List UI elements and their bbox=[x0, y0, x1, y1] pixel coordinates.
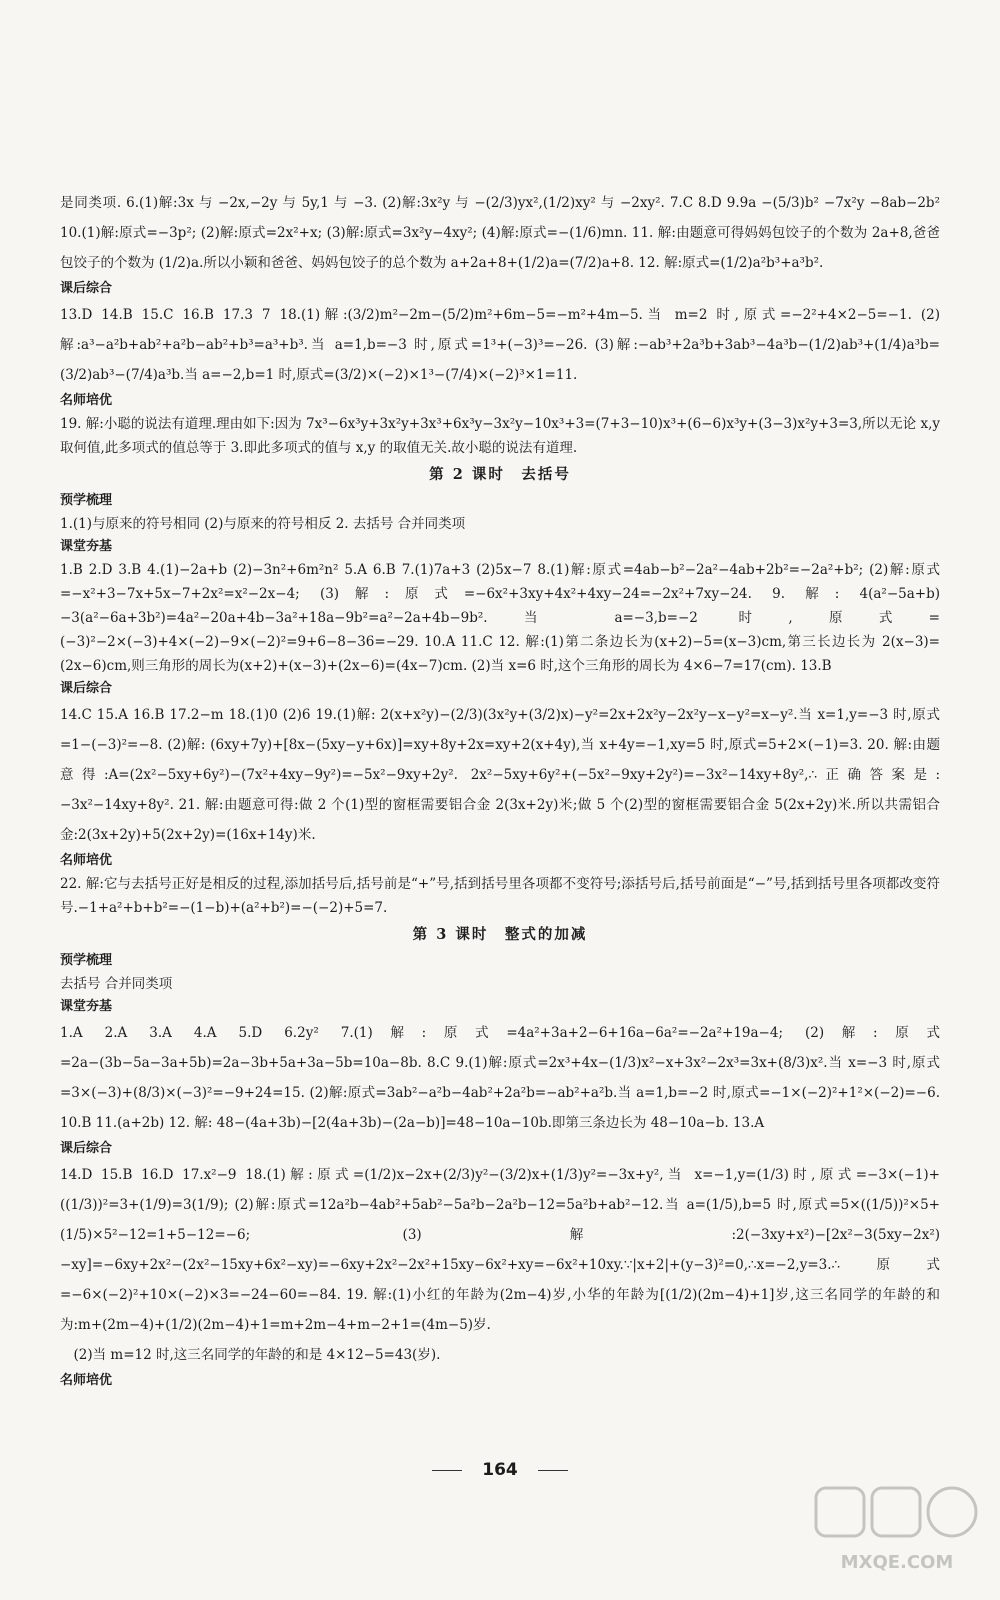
section-heading: 名师培优 bbox=[60, 853, 113, 868]
answer-paragraph: 1.(1)与原来的符号相同 (2)与原来的符号相反 2. 去括号 合并同类项 bbox=[60, 516, 466, 532]
block bbox=[60, 996, 940, 1018]
section-heading: 课后综合 bbox=[60, 281, 113, 296]
block bbox=[60, 536, 940, 558]
block bbox=[60, 490, 940, 512]
block bbox=[60, 300, 940, 390]
block bbox=[60, 950, 940, 972]
block bbox=[60, 678, 940, 700]
answer-paragraph: 14.D 15.B 16.D 17.x²−9 18.(1)解:原式=(1/2)x−2x+(2/3)y²−(3/2)x+(1/3)y²=−3x+y²,当 x=−1,y=(1/3)时,原式=−3×(−1)+((1/3))²=3+(1/9)=3(1/9); (2)解:原式=12a²b−4ab²+5ab²−5a²b−2a²b−12=5a²b+ab²−12.当 a=(1/5),b=5 时,原式=5×((1/5))²×5+(1/5)×5²−12=1+5−12=−6; (3)解:2(−3xy+x²)−[2x²−3(5xy−2x²)−xy]=−6xy+2x²−(2x²−15xy+6x²−xy)=−6xy+2x²−2x²+15xy−6x²+xy=−6x²+10xy.∵|x+2|+(y−3)²=0,∴x=−2,y=3.∴原式=−6×(−2)²+10×(−2)×3=−24−60=−84. 19. 解:(1)小红的年龄为(2m−4)岁,小华的年龄为[(1/2)(2m−4)+1]岁,这三名同学的年龄的和为:m+(2m−4)+(1/2)(2m−4)+1=m+2m−4+m−2+1=(4m−5)岁. bbox=[60, 1167, 940, 1333]
block bbox=[60, 920, 940, 950]
section-heading: 名师培优 bbox=[60, 393, 113, 408]
answer-paragraph: (2)当 m=12 时,这三名同学的年龄的和是 4×12−5=43(岁). bbox=[60, 1347, 441, 1363]
block bbox=[60, 558, 940, 678]
block bbox=[60, 460, 940, 490]
page-number: 164 bbox=[482, 1460, 518, 1480]
watermark-text: MXQE.COM bbox=[840, 1552, 954, 1573]
answer-paragraph: 22. 解:它与去括号正好是相反的过程,添加括号后,括号前是“+”号,括到括号里各项都不变符号;添括号后,括号前面是“−”号,括到括号里各项都改变符号.−1+a²+b+b²=−(1−b)+(a²+b²)=−(−2)+5=7. bbox=[60, 876, 940, 916]
section-heading: 课后综合 bbox=[60, 681, 113, 696]
block bbox=[60, 1160, 940, 1340]
answer-paragraph: 是同类项. 6.(1)解:3x 与 −2x,−2y 与 5y,1 与 −3. (2)解:3x²y 与 −(2/3)yx²,(1/2)xy² 与 −2xy². 7.C 8.D 9.9a −(5/3)b² −7x²y −8ab−2b² 10.(1)解:原式=−3p²; (2)解:原式=2x²+x; (3)解:原式=3x²y−4xy²; (4)解:原式=−(1/6)mn. 11. 解:由题意可得妈妈包饺子的个数为 2a+8,爸爸包饺子的个数为 (1/2)a.所以小颖和爸爸、妈妈包饺子的总个数为 a+2a+8+(1/2)a=(7/2)a+8. 12. 解:原式=(1/2)a²b³+a³b². bbox=[60, 195, 940, 271]
block bbox=[60, 390, 940, 412]
block bbox=[60, 278, 940, 300]
answer-paragraph: 19. 解:小聪的说法有道理.理由如下:因为 7x³−6x³y+3x²y+3x³+6x³y−3x²y−10x³+3=(7+3−10)x³+(6−6)x³y+(3−3)x²y+3=3,所以无论 x,y 取何值,此多项式的值总等于 3.即此多项式的值与 x,y 的取值无关.故小聪的说法有道理. bbox=[60, 416, 940, 456]
answer-paragraph: 1.A 2.A 3.A 4.A 5.D 6.2y² 7.(1)解:原式=4a²+3a+2−6+16a−6a²=−2a²+19a−4; (2)解:原式=2a−(3b−5a−3a+5b)=2a−3b+5a+3a−5b=10a−8b. 8.C 9.(1)解:原式=2x³+4x−(1/3)x²−x+3x²−2x³=3x+(8/3)x².当 x=−3 时,原式=3×(−3)+(8/3)×(−3)²=−9+24=15. (2)解:原式=3ab²−a²b−4ab²+2a²b=−ab²+a²b.当 a=1,b=−2 时,原式=−1×(−2)²+1²×(−2)=−6. 10.B 11.(a+2b) 12. 解: 48−(4a+3b)−[2(4a+3b)−(2a−b)]=48−10a−10b.即第三条边长为 48−10a−b. 13.A bbox=[60, 1025, 940, 1131]
block bbox=[60, 1138, 940, 1160]
watermark-logo bbox=[812, 1482, 982, 1578]
section-heading: 课堂夯基 bbox=[60, 999, 113, 1014]
block bbox=[60, 1370, 940, 1392]
lesson-title: 第 3 课时 整式的加减 bbox=[412, 926, 588, 943]
block bbox=[60, 700, 940, 850]
block bbox=[60, 872, 940, 920]
answer-page-body bbox=[60, 188, 940, 1392]
block bbox=[60, 512, 940, 536]
answer-paragraph: 14.C 15.A 16.B 17.2−m 18.(1)0 (2)6 19.(1)解: 2(x+x²y)−(2/3)(3x²y+(3/2)x)−y²=2x+2x²y−2x²y−x−y²=x−y².当 x=1,y=−3 时,原式=1−(−3)²=−8. (2)解: (6xy+7y)+[8x−(5xy−y+6x)]=xy+8y+2x=xy+2(x+4y),当 x+4y=−1,xy=5 时,原式=5+2×(−1)=3. 20. 解:由题意得:A=(2x²−5xy+6y²)−(7x²+4xy−9y²)=−5x²−9xy+2y². 2x²−5xy+6y²+(−5x²−9xy+2y²)=−3x²−14xy+8y²,∴正确答案是:−3x²−14xy+8y². 21. 解:由题意可得:做 2 个(1)型的窗框需要铝合金 2(3x+2y)米;做 5 个(2)型的窗框需要铝合金 5(2x+2y)米.所以共需铝合金:2(3x+2y)+5(2x+2y)=(16x+14y)米. bbox=[60, 707, 940, 843]
lesson-title: 第 2 课时 去括号 bbox=[429, 466, 571, 483]
block bbox=[60, 850, 940, 872]
answer-paragraph: 去括号 合并同类项 bbox=[60, 976, 173, 992]
block bbox=[60, 972, 940, 996]
page-footer bbox=[0, 1460, 1000, 1480]
answer-paragraph: 13.D 14.B 15.C 16.B 17.3 7 18.(1)解:(3/2)m²−2m−(5/2)m²+6m−5=−m²+4m−5.当 m=2 时,原式=−2²+4×2−5=−1. (2)解:a³−a²b+ab²+a²b−ab²+b³=a³+b³.当 a=1,b=−3 时,原式=1³+(−3)³=−26. (3)解:−ab³+2a³b+3ab³−4a³b−(1/2)ab³+(1/4)a³b=(3/2)ab³−(7/4)a³b.当 a=−2,b=1 时,原式=(3/2)×(−2)×1³−(7/4)×(−2)³×1=11. bbox=[60, 307, 940, 383]
section-heading: 课后综合 bbox=[60, 1141, 113, 1156]
section-heading: 预学梳理 bbox=[60, 493, 113, 508]
footer-dash-left bbox=[432, 1470, 462, 1471]
answer-paragraph: 1.B 2.D 3.B 4.(1)−2a+b (2)−3n²+6m²n² 5.A 6.B 7.(1)7a+3 (2)5x−7 8.(1)解:原式=4ab−b²−2a²−4ab+2b²=−2a²+b²; (2)解:原式=−x²+3−7x+5x−7+2x²=x²−2x−4; (3)解:原式=−6x²+3xy+4x²+4xy−24=−2x²+7xy−24. 9. 解: 4(a²−5a+b)−3(a²−6a+3b²)=4a²−20a+4b−3a²+18a−9b²=a²−2a+4b−9b².当 a=−3,b=−2 时,原式=(−3)²−2×(−3)+4×(−2)−9×(−2)²=9+6−8−36=−29. 10.A 11.C 12. 解:(1)第二条边长为(x+2)−5=(x−3)cm,第三长边长为 2(x−3)=(2x−6)cm,则三角形的周长为(x+2)+(x−3)+(2x−6)=(4x−7)cm. (2)当 x=6 时,这个三角形的周长为 4×6−7=17(cm). 13.B bbox=[60, 562, 940, 674]
block bbox=[60, 188, 940, 278]
section-heading: 预学梳理 bbox=[60, 953, 113, 968]
watermark-graphic bbox=[812, 1482, 982, 1578]
section-heading: 课堂夯基 bbox=[60, 539, 113, 554]
footer-dash-right bbox=[538, 1470, 568, 1471]
block bbox=[60, 1018, 940, 1138]
section-heading: 名师培优 bbox=[60, 1373, 113, 1388]
block bbox=[60, 412, 940, 460]
block bbox=[60, 1340, 940, 1370]
